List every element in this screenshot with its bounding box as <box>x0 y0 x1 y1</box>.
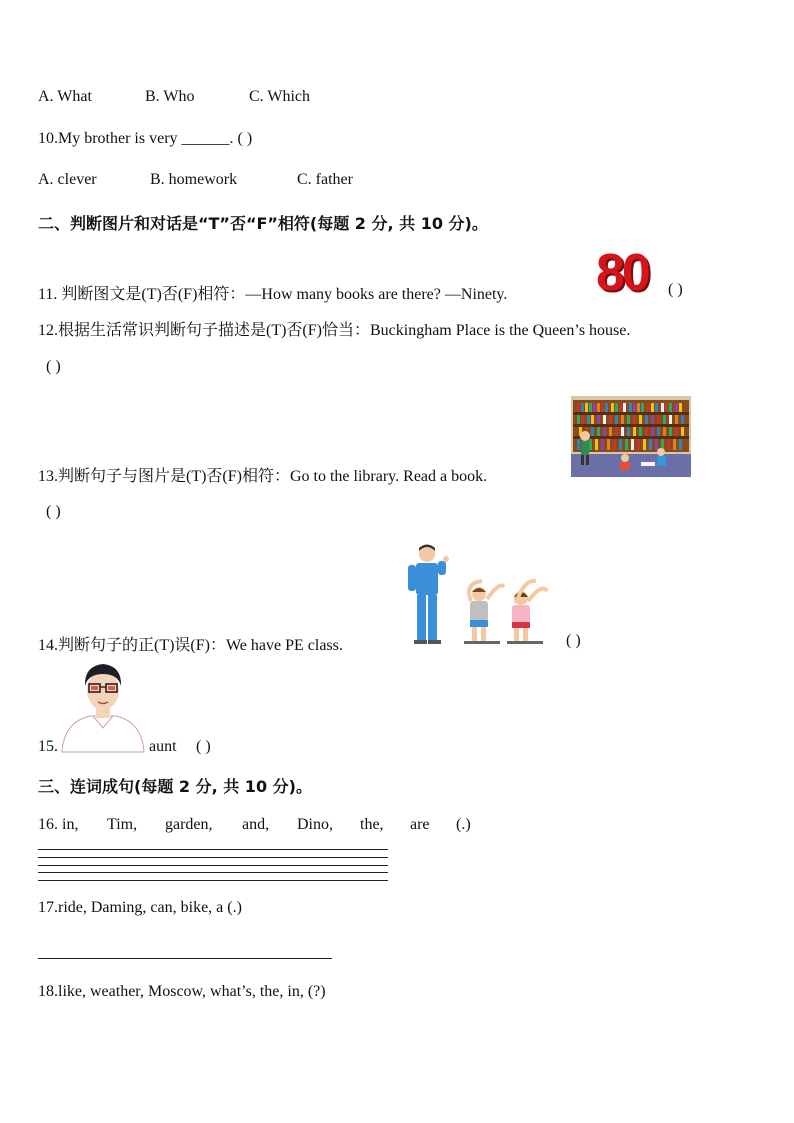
q16-word: garden, <box>165 816 213 833</box>
q14-answer-blank: ( ) <box>566 632 581 649</box>
q16-answer-line <box>38 857 388 858</box>
man-with-glasses-image <box>60 660 146 753</box>
q14-question: 14.判断句子的正(T)误(F)：We have PE class. <box>38 637 343 654</box>
section-3-heading: 三、连词成句(每题 2 分, 共 10 分)。 <box>38 777 312 796</box>
q16-answer-line <box>38 865 388 866</box>
q10-options <box>38 171 353 189</box>
number-80-image: 80 <box>596 244 648 302</box>
q16-answer-line <box>38 880 388 881</box>
q15-answer-blank: ( ) <box>196 738 211 755</box>
q16-answer-line <box>38 872 388 873</box>
q10-question: 10.My brother is very ______. ( ) <box>38 130 253 147</box>
q12-question: 12.根据生活常识判断句子描述是(T)否(F)恰当：Buckingham Place is the Queen’s house. <box>38 322 631 339</box>
library-image <box>571 396 691 477</box>
q16-word: and, <box>242 816 270 833</box>
q15-number: 15. <box>38 738 58 755</box>
q18-question: 18.like, weather, Moscow, what’s, the, in, (?) <box>38 983 326 1000</box>
q16-word: Dino, <box>297 816 333 833</box>
q16-word: (.) <box>456 816 471 833</box>
q10-option-a: A. clever <box>38 171 97 188</box>
q15-word: aunt <box>149 738 177 755</box>
pe-class-image <box>404 543 549 647</box>
q10-option-c: C. father <box>297 171 353 188</box>
q12-answer-blank: ( ) <box>46 358 61 375</box>
q13-answer-blank: ( ) <box>46 503 61 520</box>
q13-question: 13.判断句子与图片是(T)否(F)相符：Go to the library. Read a book. <box>38 468 488 485</box>
q9-options <box>38 88 310 106</box>
q17-answer-line <box>38 958 332 959</box>
q9-option-c: C. Which <box>249 88 311 105</box>
q16-word: 16. in, <box>38 816 79 833</box>
q11-question: 11. 判断图文是(T)否(F)相符：—How many books are there? —Ninety. <box>38 286 508 303</box>
q9-option-b: B. Who <box>145 88 195 105</box>
q10-option-b: B. homework <box>150 171 238 188</box>
q16-word: are <box>410 816 430 833</box>
q16-answer-line <box>38 849 388 850</box>
q9-option-a: A. What <box>38 88 92 105</box>
q16-word: Tim, <box>107 816 138 833</box>
section-2-heading: 二、判断图片和对话是“T”否“F”相符(每题 2 分, 共 10 分)。 <box>38 214 488 233</box>
q17-question: 17.ride, Daming, can, bike, a (.) <box>38 899 242 916</box>
q11-answer-blank: ( ) <box>668 281 683 298</box>
q16-words <box>38 816 471 834</box>
q16-word: the, <box>360 816 384 833</box>
